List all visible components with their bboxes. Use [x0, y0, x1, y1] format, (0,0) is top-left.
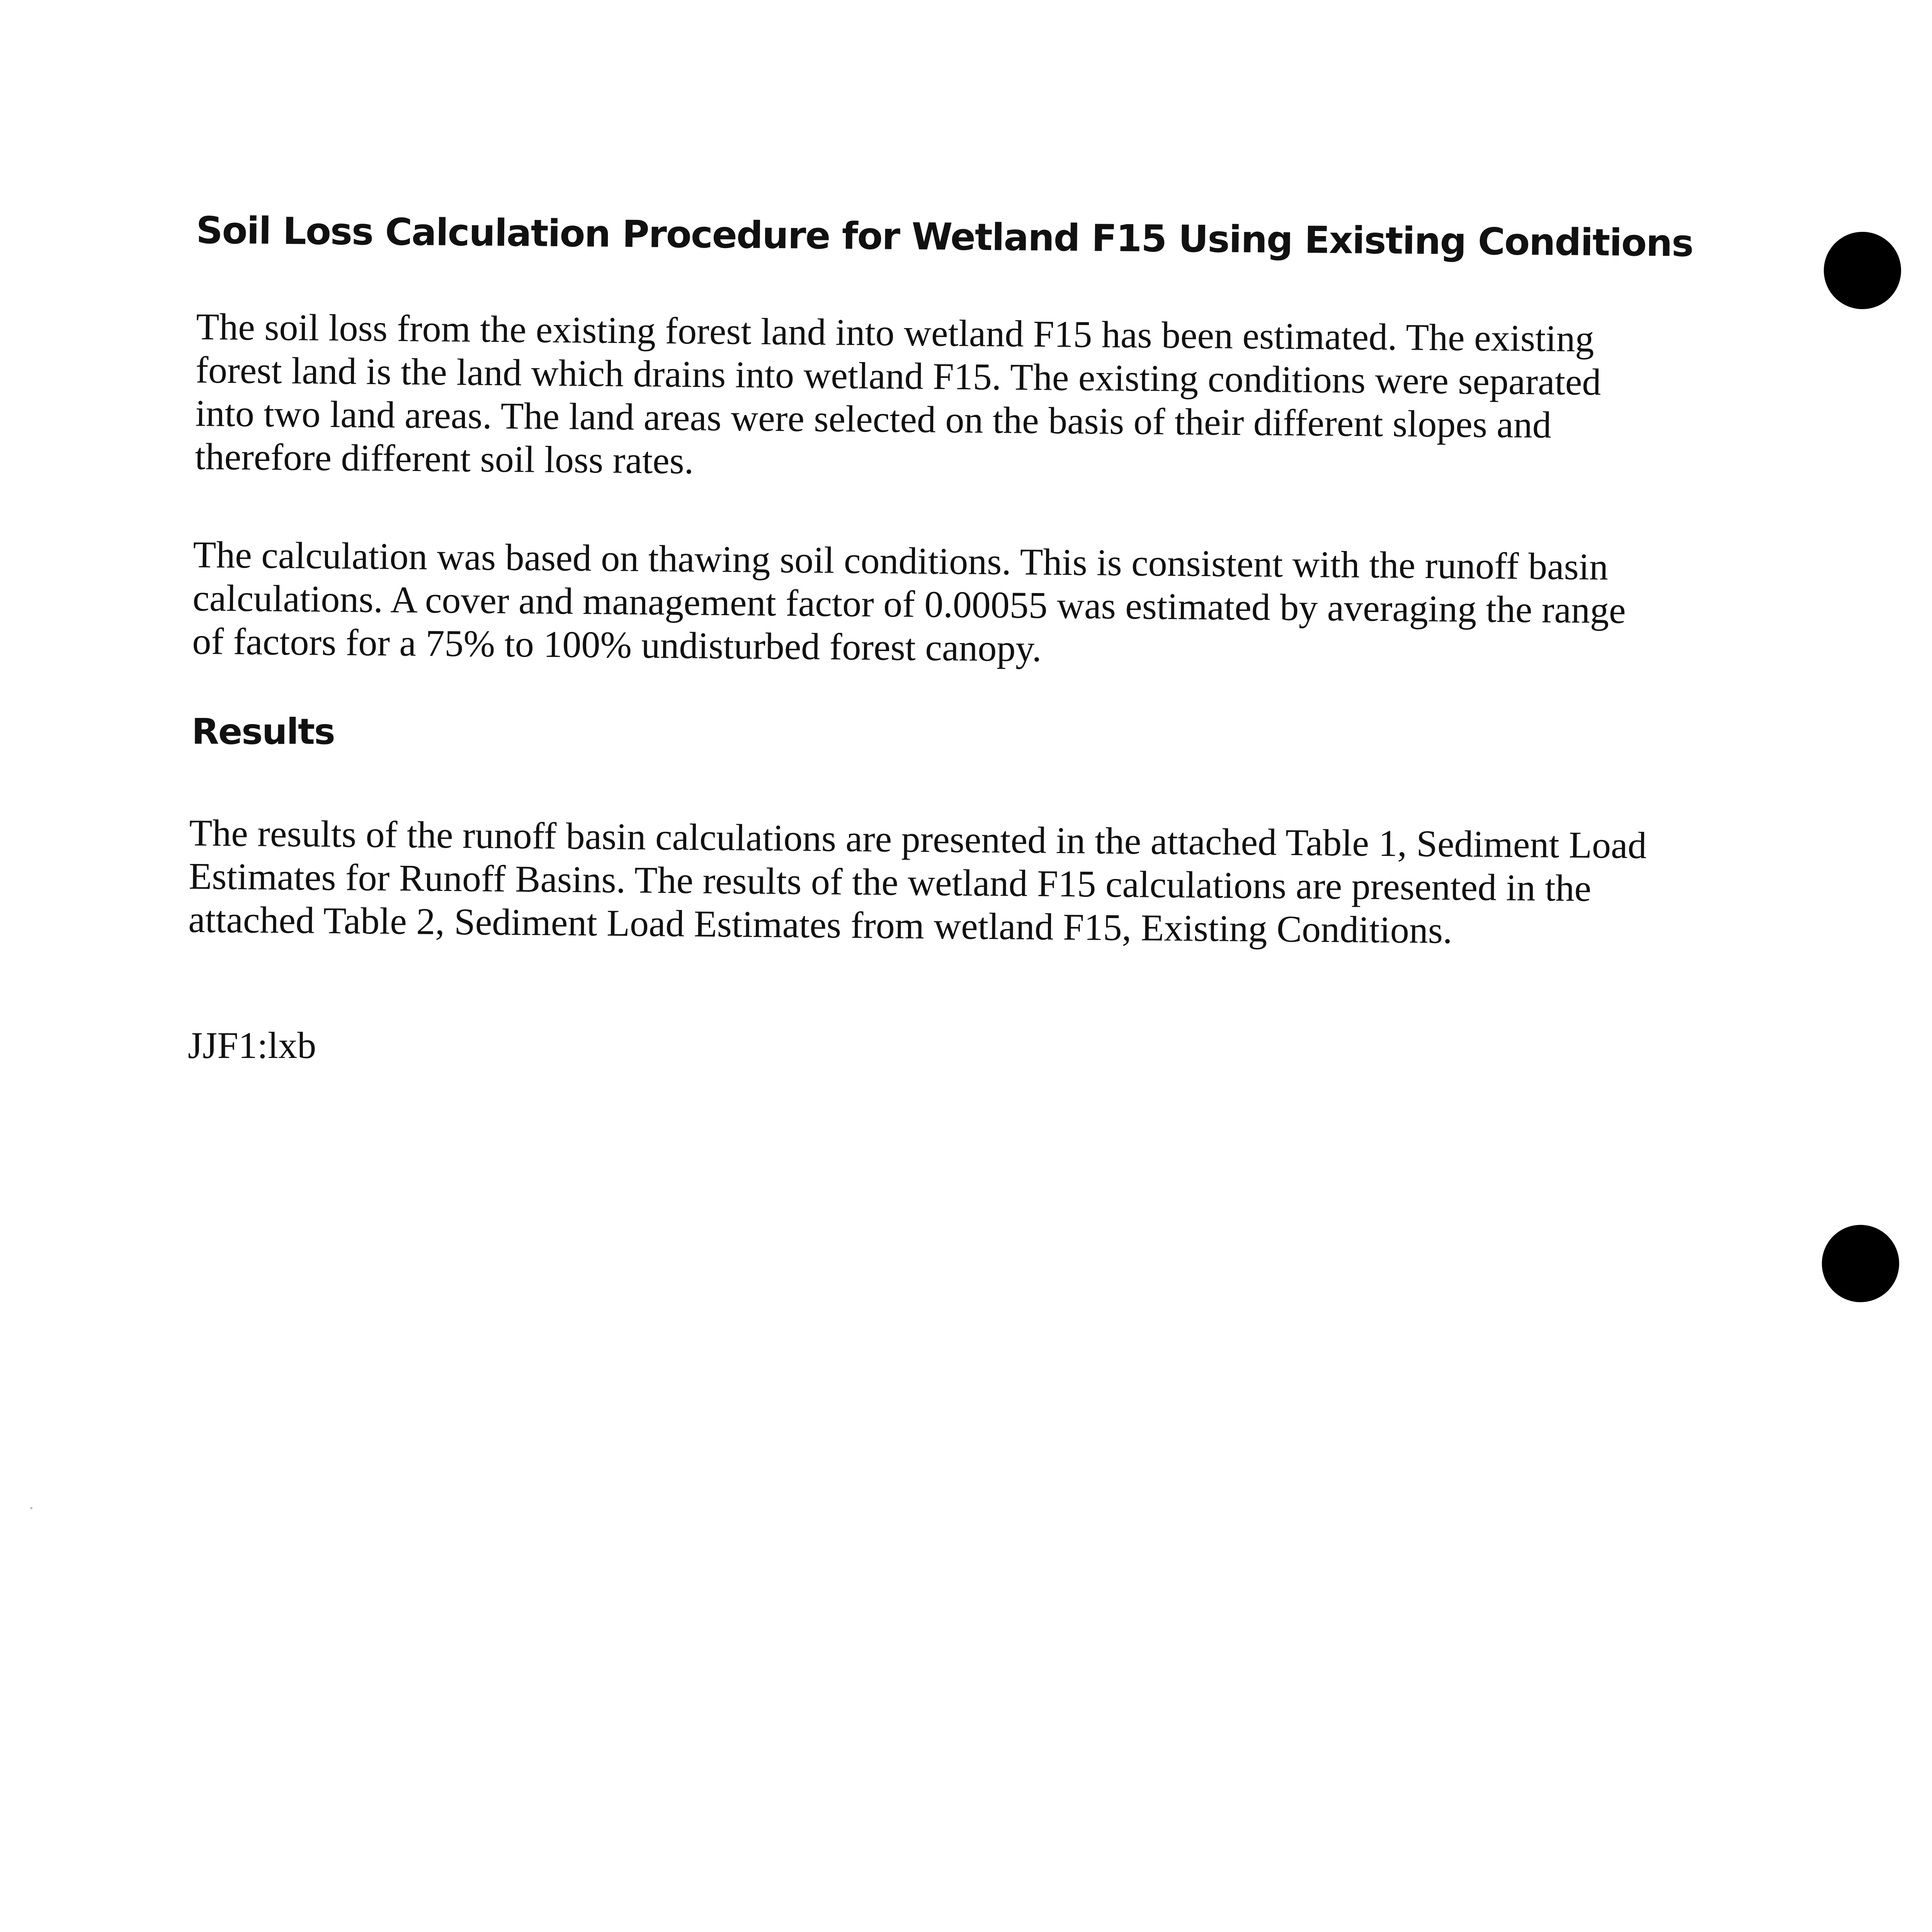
paragraph-intro — [195, 305, 1602, 491]
paragraph-line: The soil loss from the existing forest land into wetland F15 has been estimated. The existing — [196, 306, 1594, 360]
paragraph-line: into two land areas. The land areas were selected on the basis of their different slopes and — [195, 392, 1552, 446]
paragraph-line: The calculation was based on thawing soil conditions. This is consistent with the runoff basin — [193, 534, 1609, 588]
paragraph-line: The results of the runoff basin calculations are presented in the attached Table 1, Sediment Load — [189, 812, 1647, 867]
paragraph-line: attached Table 2, Sediment Load Estimates from wetland F15, Existing Conditions. — [188, 898, 1452, 952]
paragraph-calculation — [192, 533, 1626, 675]
paragraph-line: calculations. A cover and management factor of 0.00055 was estimated by averaging the range — [192, 577, 1626, 632]
paragraph-line: forest land is the land which drains into wetland F15. The existing conditions were separated — [196, 349, 1601, 403]
author-initials: JJF1:lxb — [188, 1025, 316, 1066]
paragraph-line: Estimates for Runoff Basins. The results of the wetland F15 calculations are presented in the — [189, 855, 1592, 910]
scan-speck — [30, 1507, 32, 1509]
paragraph-line: therefore different soil loss rates. — [195, 435, 694, 482]
results-heading: Results — [192, 711, 335, 752]
punch-hole-icon — [1822, 1225, 1899, 1302]
document-title: Soil Loss Calculation Procedure for Wetland F15 Using Existing Conditions — [196, 209, 1693, 265]
paragraph-results — [188, 811, 1647, 954]
punch-hole-icon — [1824, 232, 1901, 309]
paragraph-line: of factors for a 75% to 100% undisturbed forest canopy. — [192, 620, 1042, 670]
